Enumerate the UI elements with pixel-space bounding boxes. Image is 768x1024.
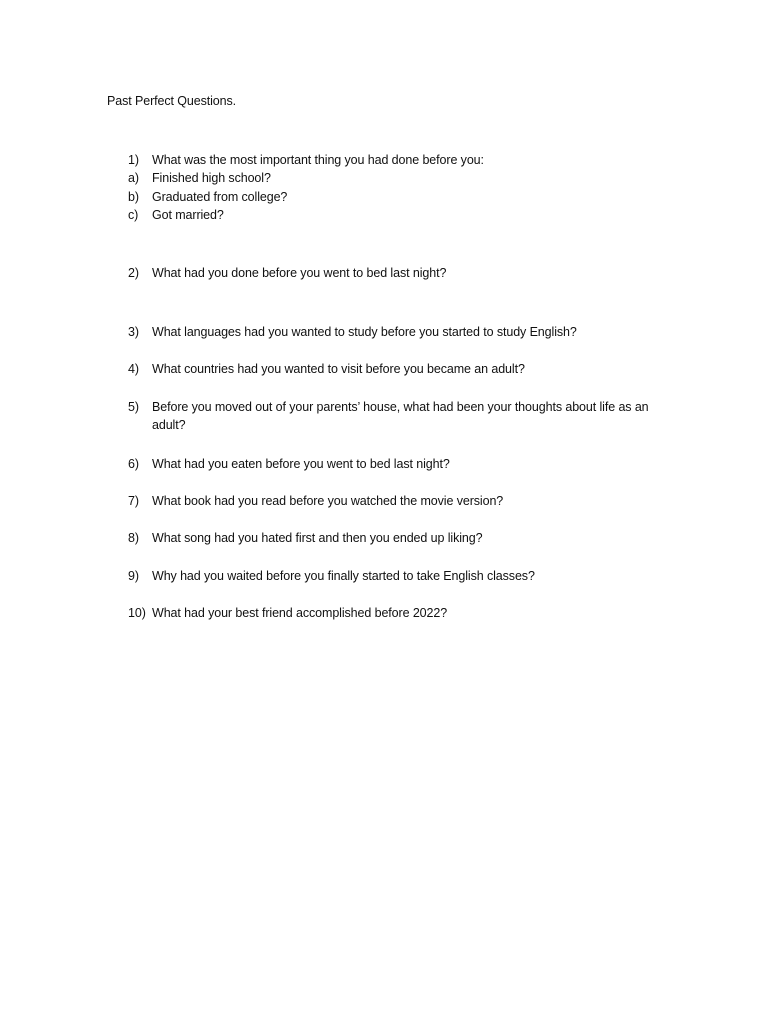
list-number: a) <box>128 171 139 185</box>
list-number: 1) <box>128 153 139 167</box>
list-text: Why had you waited before you finally started to take English classes? <box>152 569 535 583</box>
list-text: Graduated from college? <box>152 190 288 204</box>
list-number: 6) <box>128 457 139 471</box>
list-text: What languages had you wanted to study before you started to study English? <box>152 325 577 339</box>
list-text: Got married? <box>152 208 224 222</box>
list-text: Before you moved out of your parents’ house, what had been your thoughts about life as an adult? <box>152 400 649 432</box>
list-number: 9) <box>128 569 139 583</box>
list-text: What had you done before you went to bed last night? <box>152 266 447 280</box>
list-number: 7) <box>128 494 139 508</box>
list-number: 10) <box>128 606 146 620</box>
list-number: c) <box>128 208 139 222</box>
list-number: b) <box>128 190 139 204</box>
list-text: What countries had you wanted to visit before you became an adult? <box>152 362 525 376</box>
list-number: 8) <box>128 531 139 545</box>
list-text: What had you eaten before you went to bed last night? <box>152 457 450 471</box>
list-text: Finished high school? <box>152 171 271 185</box>
list-number: 5) <box>128 400 139 414</box>
list-text: What book had you read before you watched the movie version? <box>152 494 504 508</box>
list-text: What had your best friend accomplished before 2022? <box>152 606 448 620</box>
list-number: 3) <box>128 325 139 339</box>
list-text: What was the most important thing you had done before you: <box>152 153 484 167</box>
list-number: 4) <box>128 362 139 376</box>
list-text: What song had you hated first and then you ended up liking? <box>152 531 483 545</box>
list-number: 2) <box>128 266 139 280</box>
document-title: Past Perfect Questions. <box>107 94 237 108</box>
